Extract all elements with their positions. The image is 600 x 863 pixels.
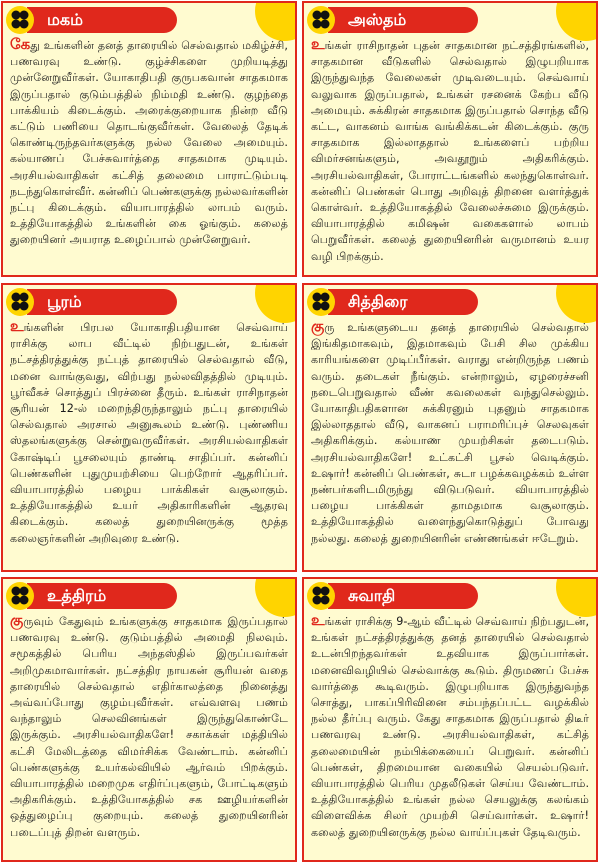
sun-decoration	[255, 1, 297, 41]
prediction-body: ங்கள் ராசிக்கு 9-ஆம் வீட்டில் செவ்வாய் நிற்பதுடன், உங்கள் நட்சத்திரத்துக்கு தனத் தாரையில் செல்வதால் உடன்பிறந்தவர்கள் உதவியாக இருப்பார்கள். மனைவிவழியில் செல்வாக்கு கூடும். திருமணப் பேச்சு வார்த்தை கூடிவரும். இழுபறியாக இருந்துவந்த சொத்து, பாகப்பிரிவினை சம்பந்தப்பட்ட வழக்கில் நல்ல தீர்ப்பு வரும். கேது சாதகமாக இருப்பதால் திடீர் பணவரவு உண்டு. அரசியல்வாதிகள், கட்சித் தலைமையின் நம்பிக்கையைப் பெறுவர். கன்னிப் பெண்கள், திறமையான வகையில் செயல்படுவர். வியாபாரத்தில் பெரிய முதலீடுகள் செய்ய வேண்டாம். உத்தியோகத்தில் உங்கள் நல்ல செயலுக்கு கலங்கம் விளைவிக்க சிலர் முயற்சி செய்வார்கள். உஷார்! கலைத் துறையினருக்கு நல்ல வாய்ப்புகள் தேடிவரும்.	[311, 615, 589, 839]
sun-decoration	[255, 577, 297, 617]
star-title: மகம்	[47, 10, 83, 29]
star-title: உத்திரம்	[47, 586, 107, 605]
card-swathi	[302, 577, 598, 862]
drop-cap: கு	[311, 317, 325, 335]
sun-decoration	[556, 1, 598, 41]
star-title: சுவாதி	[348, 586, 396, 605]
drop-cap: கு	[10, 611, 24, 629]
prediction-text	[10, 612, 288, 841]
clover-icon	[5, 287, 35, 317]
card-chithirai	[302, 283, 598, 572]
sun-decoration	[556, 577, 598, 617]
prediction-body: ங்களின் பிரபல யோகாதிபதியான செவ்வாய் ராசிக்கு லாப வீட்டில் நிற்பதுடன், உங்கள் நட்சத்திரத்துக்கு நட்புத் தாரையில் செல்வதால் வீடு, மனை வாங்குவது, விற்பது நல்லவிதத்தில் முடியும். பூர்வீகச் சொத்துப் பிரச்னை தீரும். உங்கள் ராசிநாதன் சூரியன் 12-ல் மறைந்திருந்தாலும் நட்பு தாரையில் செல்வதால் அரசால் அனுகூலம் உண்டு. புண்ணிய ஸ்தலங்களுக்கு சென்றுவருவீர்கள். அரசியல்வாதிகள் கோஷ்டிப் பூசலையும் தாண்டி சாதிப்பர். கன்னிப் பெண்களின் புதுமுயற்சியை பெற்றோர் ஆதரிப்பர். வியாபாரத்தில் பழைய பாக்கிகள் வசூலாகும். உத்தியோகத்தில் உயர் அதிகாரிகளின் ஆதரவு கிடைக்கும். கலைத் துறையினருக்கு மூத்த கலைஞர்களின் அறிவுரை உண்டு.	[10, 321, 288, 545]
sun-decoration	[255, 283, 297, 323]
prediction-body: ரு உங்களுடைய தனத் தாரையில் செல்வதால் இங்கிதமாகவும், இதமாகவும் பேசி சில முக்கிய காரியங்களை முடிப்பீர்கள். வராது என்றிருந்த பணம் வரும். தடைகள் நீங்கும். என்றாலும், ஏழரைச்சனி நடைபெறுவதால் வீண் கவலைகள் வந்துசெல்லும். யோகாதிபதிகளான சுக்கிரனும் புதனும் சாதகமாக இல்லாததால் வீடு, வாகனப் பராமரிப்புச் செலவுகள் அதிகரிக்கும். கல்யாண முயற்சிகள் தடைபடும். அரசியல்வாதிகளே! உட்கட்சி பூசல் வெடிக்கும். உஷார்! கன்னிப் பெண்கள், சுடா பழக்கவழக்கம் உள்ள நண்பர்களிடமிருந்து விடுபடுவர். வியாபாரத்தில் பழைய பாக்கிகள் தாமதமாக வசூலாகும். உத்தியோகத்தில் வளைந்துகொடுத்துப் போவது நல்லது. கலைத் துறையினரின் எண்ணங்கள் ஈடேறும்.	[311, 321, 589, 545]
prediction-text	[311, 318, 589, 547]
drop-cap: கே	[10, 35, 31, 53]
star-title: அஸ்தம்	[348, 10, 407, 29]
card-header	[3, 285, 295, 318]
card-header	[304, 285, 596, 318]
clover-icon	[306, 287, 336, 317]
prediction-body: ருவும் கேதுவும் உங்களுக்கு சாதகமாக இருப்பதால் பணவரவு உண்டு. குடும்பத்தில் அமைதி நிலவும். சமூகத்தில் பெரிய அந்தஸ்தில் இருப்பவர்கள் அறிமுகமாவார்கள். நட்சத்திர நாயகன் சூரியன் வதை தாரையில் செல்வதால் எதிர்காலத்தை நினைத்து அவ்வப்போது குழம்புவீர்கள். எவ்வளவு பணம் வந்தாலும் செலவினங்கள் இருந்துகொண்டே இருக்கும். அரசியல்வாதிகளே! சகாக்கள் மத்தியில் கட்சி மேலிடத்தை விமர்சிக்க வேண்டாம். கன்னிப் பெண்களுக்கு உயர்கல்வியில் ஆர்வம் பிறக்கும். வியாபாரத்தில் மறைமுக எதிர்ப்புகளும், போட்டிகளும் அதிகரிக்கும். உத்தியோகத்தில் சக ஊழியர்களின் ஒத்துழைப்பு குறையும். கலைத் துறையினரின் படைப்புத் திறன் வளரும்.	[10, 615, 288, 839]
prediction-body: து உங்களின் தனத் தாரையில் செல்வதால் மகிழ்ச்சி, பணவரவு உண்டு. குழ்ச்சிகளை முறியடித்து முன்னேறுவீர்கள். யோகாதிபதி குருபகவான் சாதகமாக இருப்பதால் குடும்பத்தில் நிம்மதி உண்டு. குழந்தை பாக்கியம் கிடைக்கும். அரைக்குறையாக நின்ற வீடு கட்டும் பணியை தொடங்குவீர்கள். வேலைத் தேடிக் கொண்டிருந்தவர்களுக்கு நல்ல வேலை அமையும். கல்யாணப் பேச்சுவார்த்தை சாதகமாக முடியும். அரசியல்வாதிகள் கட்சித் தலைமை பாராட்டும்படி நடந்துகொள்வீர். கன்னிப் பெண்களுக்கு நல்லவர்களின் நட்பு கிடைக்கும். வியாபாரத்தில் லாபம் வரும். உத்தியோகத்தில் உங்களின் கை ஓங்கும். கலைத் துறையினர் அயராத உழைப்பால் முன்னேறுவர்.	[10, 39, 288, 247]
card-header	[304, 3, 596, 36]
prediction-text	[311, 612, 589, 841]
prediction-text	[10, 318, 288, 547]
card-magam	[1, 1, 297, 277]
card-pooram	[1, 283, 297, 572]
sun-decoration	[556, 283, 598, 323]
clover-icon	[306, 5, 336, 35]
drop-cap: உ	[10, 317, 24, 335]
clover-icon	[5, 5, 35, 35]
clover-icon	[5, 581, 35, 611]
drop-cap: உ	[311, 611, 325, 629]
prediction-text	[10, 36, 288, 249]
card-astham	[302, 1, 598, 277]
star-title: பூரம்	[47, 292, 82, 311]
card-header	[304, 579, 596, 612]
card-uthiram	[1, 577, 297, 862]
star-title: சித்திரை	[348, 292, 408, 311]
clover-icon	[306, 581, 336, 611]
prediction-body: ங்கள் ராசிநாதன் புதன் சாதகமான நட்சத்திரங்களில், சாதகமான வீடுகளில் செல்வதால் இழுபறியாக இருந்துவந்த வேலைகள் முடிவடையும். செவ்வாய் வலுவாக இருப்பதால், உங்கள் ரசனைக் கேற்ப வீடு அமையும். சுக்கிரன் சாதகமாக இருப்பதால் சொந்த வீடு கட்ட, வாகனம் வாங்க வங்கிக்கடன் கிடைக்கும். குரு சாதகமாக இல்லாததால் உங்களைப் பற்றிய விமர்சனங்களும், அவதூறும் அதிகரிக்கும். அரசியல்வாதிகள், போராட்டங்களில் கலந்துகொள்வர். கன்னிப் பெண்கள் பொது அறிவுத் திறனை வளர்த்துக் கொள்வர். உத்தியோகத்தில் வேலைச்சுமை இருக்கும். வியாபாரத்தில் கமிஷன் வகைகளால் லாபம் பெறுவீர்கள். கலைத் துறையினரின் வருமானம் உயர வழி பிறக்கும்.	[311, 39, 589, 263]
drop-cap: உ	[311, 35, 325, 53]
card-header	[3, 579, 295, 612]
card-header	[3, 3, 295, 36]
prediction-text	[311, 36, 589, 265]
